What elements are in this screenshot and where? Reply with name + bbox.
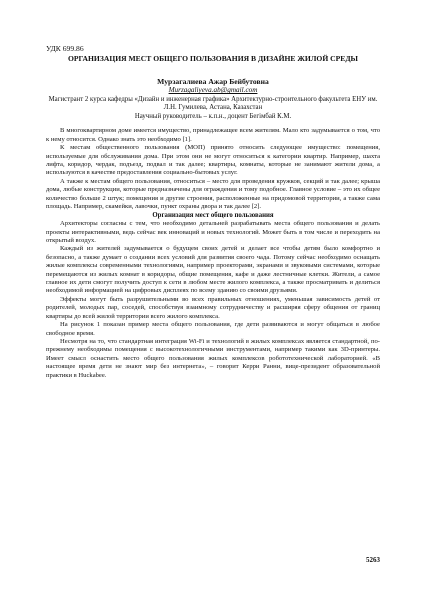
body-section-2	[46, 220, 380, 380]
author-name: Мурзагалиева Ажар Бейбутовна	[157, 77, 269, 87]
page-number: 5263	[366, 556, 380, 564]
paragraph: Каждый из жителей задумывается о будущем своих детей и делает все чтобы детям было комфортно и безопасно, а также думает о создании всех условий для развития своего чада. Потому сейчас необходимо оснащать жилые комплексы современными технологиями, например проекторами, экранами и звуковыми системами, которые перемещаются из жилых комнат в коридоры, общие помещения, кафе и даже лестничные клетки. Жители, а самое главное их дети смогут получить доступ к сети в любом месте жилого комплекса, а также просматривать и делиться необходимой информацией на цифровых дисплеях по всему зданию со своими друзьями.	[46, 245, 380, 295]
paragraph: Эффекты могут быть разрушительными во всех правильных отношениях, уменьшая зависимость детей от родителей, молодых пар, соседей, способствуя взаимному сотрудничеству и расширяя сферу общения от границ квартиры до всей жилой территории всего жилого комплекса.	[46, 295, 380, 320]
affiliation-block	[46, 96, 380, 122]
supervisor: Научный руководитель – к.п.н., доцент Бегімбай К.М.	[134, 112, 292, 120]
body-section-1	[46, 127, 380, 211]
section-heading: Организация мест общего пользования	[152, 211, 274, 219]
article-title: ОРГАНИЗАЦИЯ МЕСТ ОБЩЕГО ПОЛЬЗОВАНИЯ В ДИЗАЙНЕ ЖИЛОЙ СРЕДЫ	[67, 54, 358, 63]
paragraph: А также к местам общего пользования, относиться – место для проведения кружков, секций и так далее; крыша дома, любые конструкции, которые предназначены для ограждения и тому подобное. Главное условие – это их общее количество больше 2 штук; помещения и другие строения, расположенные на придомовой территории, а также сама площадь. Например, скамейки, лавочки, пункт охраны двора и так далее [2].	[46, 177, 380, 211]
author-email[interactable]: Murzagaliyeva.ab@gmail.com	[168, 86, 258, 95]
paragraph: В многоквартирном доме имеется имущество, принадлежащее всем жителям. Мало кто задумывается о том, что к нему относится. Однако знать это необходимо [1].	[46, 127, 380, 143]
paragraph: К местам общественного пользования (МОП) принято относить следующее имущество: помещения, используемые для обслуживания дома. При этом они не могут относиться к категории квартир. Например, шахта лифта, коридор, чердак, подъезд, подвал и так далее; квартиры, комнаты, которые не занимают жители дома, а используются в качестве предоставления социально-бытовых услуг.	[46, 144, 380, 177]
paragraph: На рисунок 1 показан пример места общего пользования, где дети развиваются и могут общаться в любое свободное время.	[46, 321, 380, 337]
author-affiliation: Магистрант 2 курса кафедры «Дизайн и инженерная графика» Архитектурно-строительного факультета ЕНУ им. Л.Н. Гумилева, Астана, Казахстан	[48, 95, 378, 112]
paragraph: Несмотря на то, что стандартная интеграция Wi-Fi и технологий в жилых комплексах является стандартной, по-прежнему необходимы помещения с высокотехнологичными инструментами, например такими как 3D-принтеры. Имеет смысл оснастить место общего пользования жилых комплексов робототехнической лабораторией. «В настоящее время дети не знают мир без интернета», – говорит Керри Ранни, вице-президент образовательной практики в Huckabee.	[46, 338, 380, 379]
paragraph: Архитекторы согласны с тем, что необходимо детальней разрабатывать места общего пользования и делать проекты интерактивными, ведь сейчас век инноваций и новых технологий. Может быть в том числе и переходить на открытый воздух.	[46, 220, 380, 244]
udk-code: УДК 699.86	[46, 44, 84, 53]
